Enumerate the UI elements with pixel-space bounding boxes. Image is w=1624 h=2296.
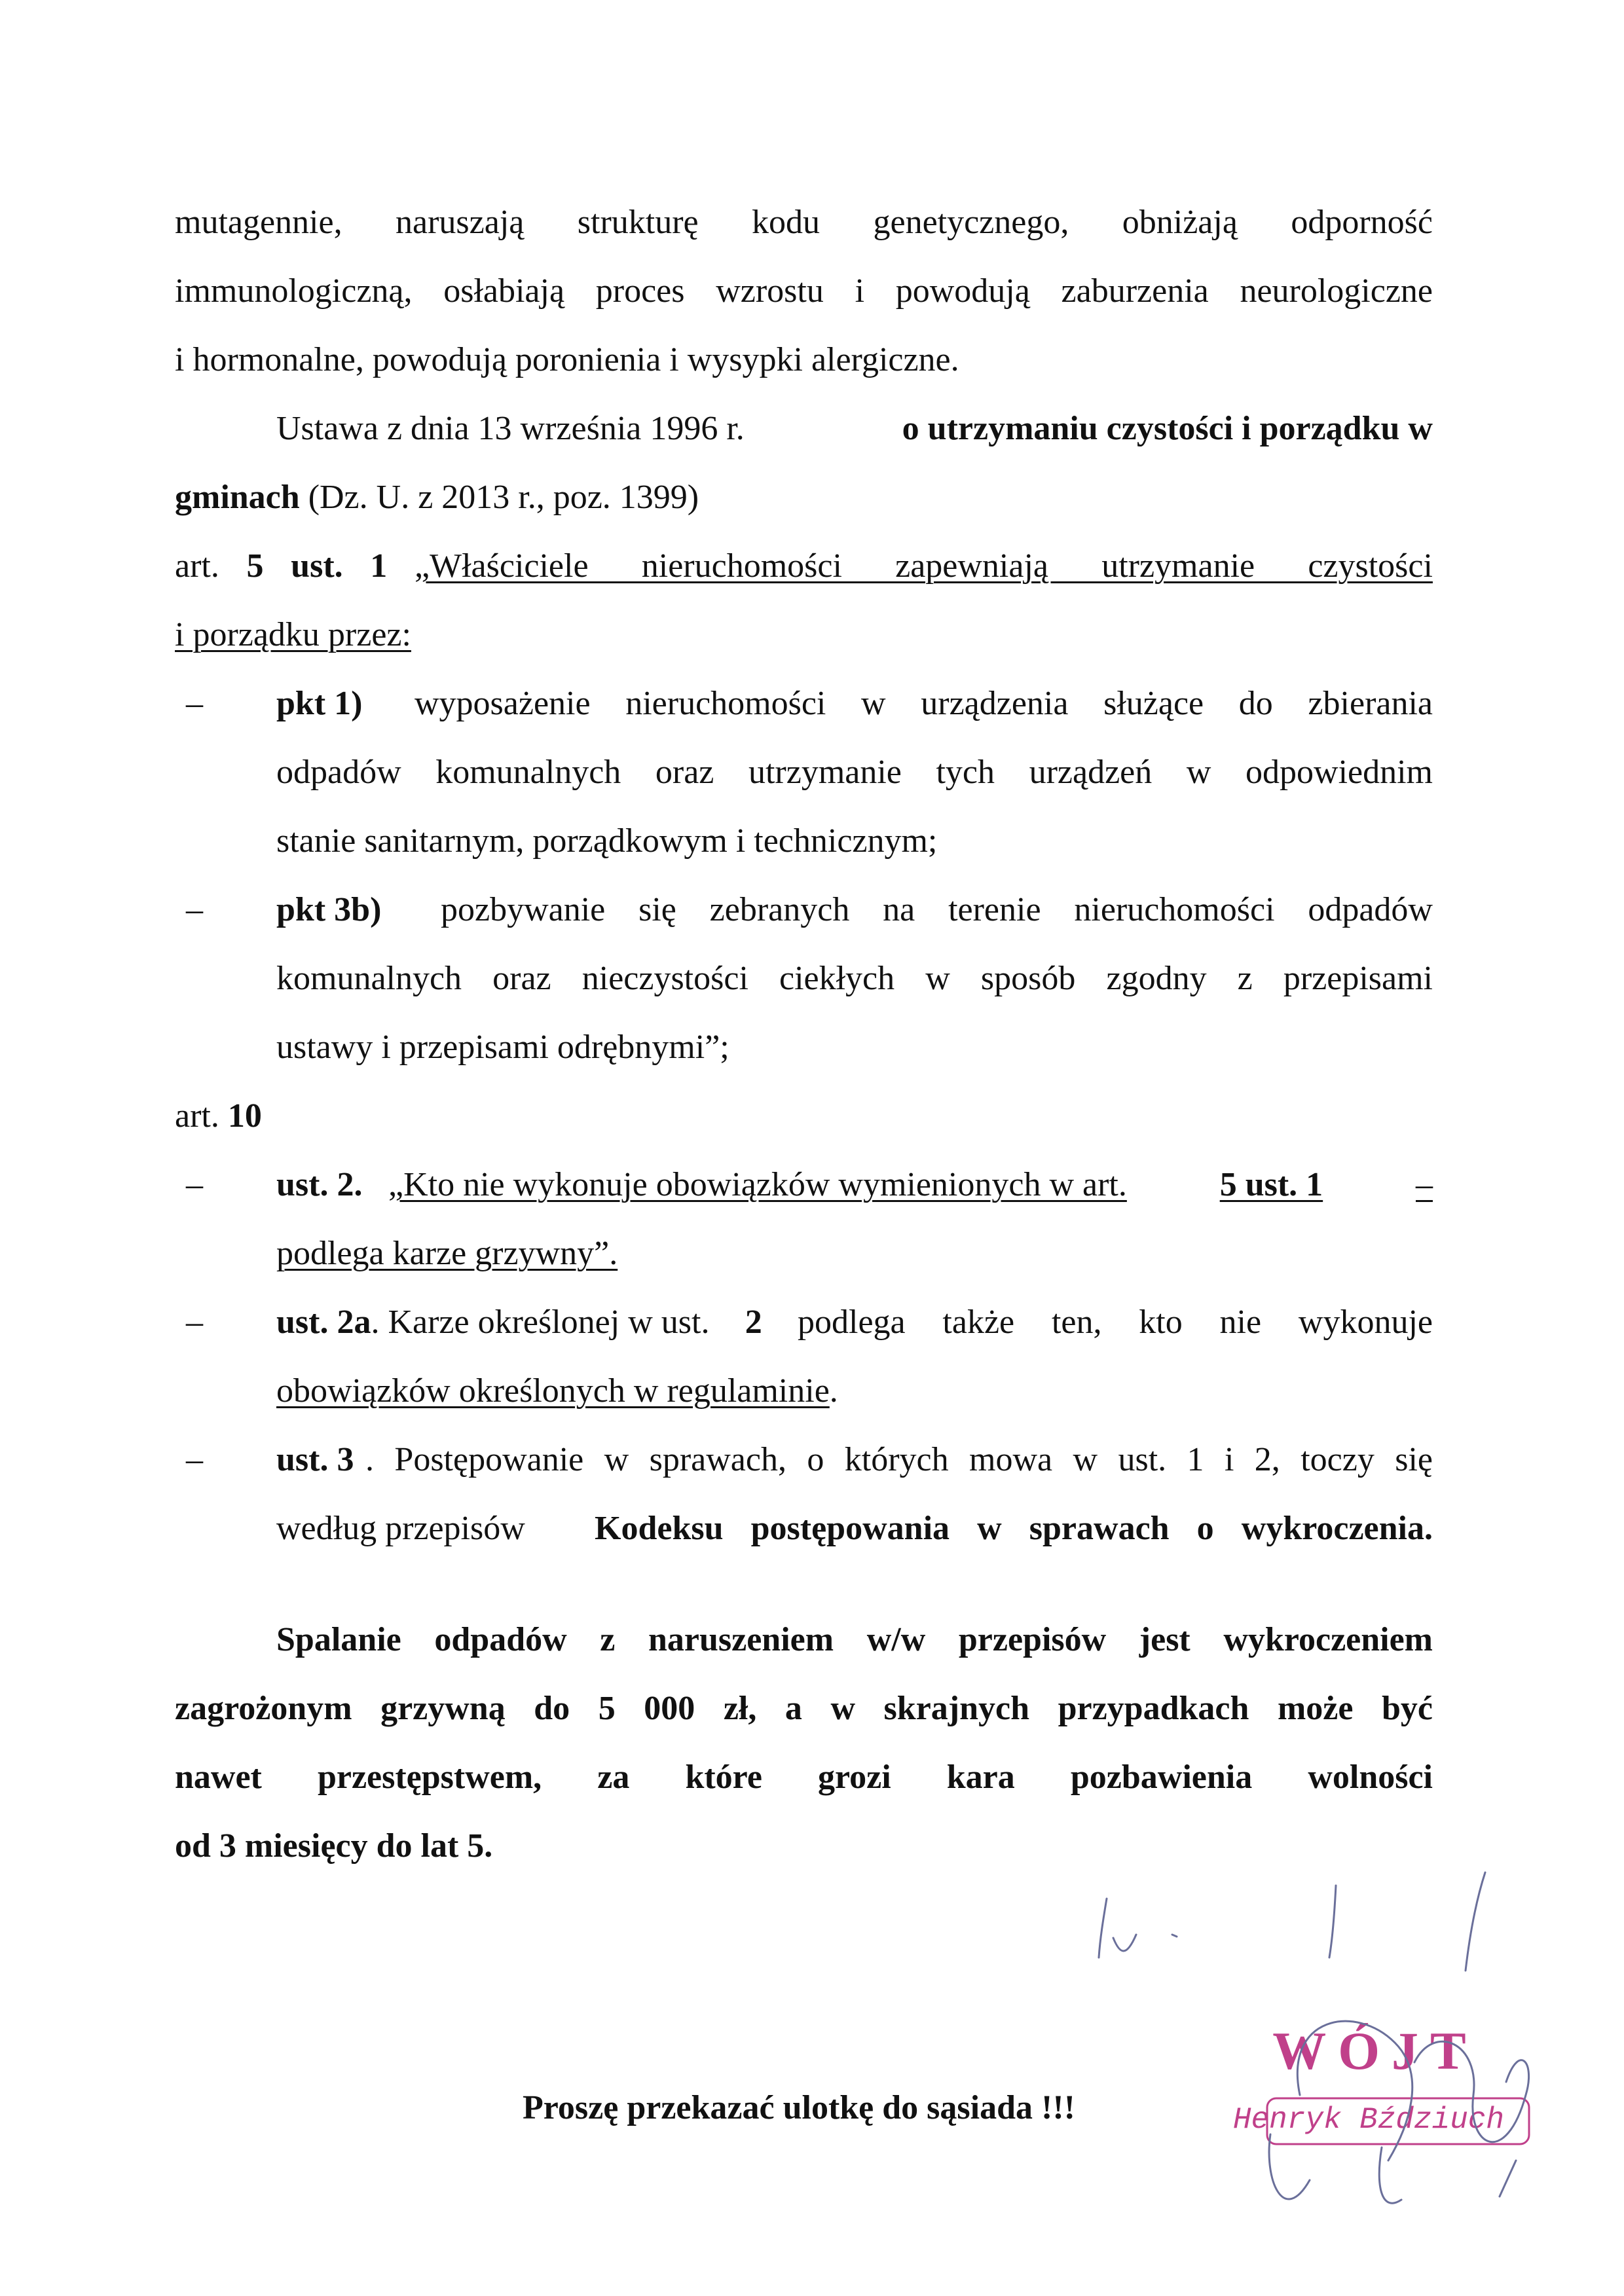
item-text: odpadów komunalnych oraz utrzymanie tych urządzeń w odpowiednim xyxy=(276,754,1433,791)
item-text: według przepisów xyxy=(276,1510,525,1547)
act-title-cont: gminach xyxy=(175,479,300,516)
text-line: immunologiczną, osłabiają proces wzrostu i powodują zaburzenia neurologiczne xyxy=(175,272,1433,310)
ust-number: 1 xyxy=(370,547,388,585)
item-text: . Karze określonej w ust. xyxy=(371,1303,710,1341)
item-label: ust. 2a xyxy=(276,1303,371,1341)
item-label: ust. 2. xyxy=(276,1166,363,1203)
act-intro: Ustawa z dnia 13 września 1996 r. xyxy=(276,410,745,447)
text-line: i hormonalne, powodują poronienia i wysypki alergiczne. xyxy=(175,341,959,378)
item-label: pkt 3b) xyxy=(276,891,382,928)
art5-quote: „Właściciele nieruchomości zapewniają utrzymanie czystości xyxy=(414,547,1433,585)
act-reference: (Dz. U. z 2013 r., poz. 1399) xyxy=(308,479,699,516)
act-title: o utrzymaniu czystości i porządku w xyxy=(902,410,1433,447)
dash-bullet: – xyxy=(186,1441,203,1478)
item-text: wyposażenie nieruchomości w urządzenia służące do zbierania xyxy=(415,685,1433,722)
warning-line: zagrożonym grzywną do 5 000 zł, a w skrajnych przypadkach może być xyxy=(175,1690,1433,1727)
dash-bullet: – xyxy=(186,685,203,722)
text-line: mutagennie, naruszają strukturę kodu genetycznego, obniżają odporność xyxy=(175,204,1433,241)
art-label: art. xyxy=(175,547,219,585)
item-ref: 2 xyxy=(745,1303,762,1341)
item-text: podlega także ten, kto nie wykonuje xyxy=(798,1303,1433,1341)
dash-bullet: – xyxy=(186,1303,203,1341)
share-request: Proszę przekazać ulotkę do sąsiada !!! xyxy=(523,2089,1075,2126)
stamp-title: WÓJT xyxy=(1272,2021,1478,2081)
art-number: 10 xyxy=(227,1097,262,1135)
warning-line: nawet przestępstwem, za które grozi kara pozbawienia wolności xyxy=(175,1758,1433,1796)
item-text: „Kto nie wykonuje obowiązków wymienionych w art. xyxy=(388,1166,1127,1203)
item-text: . xyxy=(829,1372,838,1410)
item-text: obowiązków określonych w regulaminie xyxy=(276,1372,830,1410)
item-text: . Postępowanie w sprawach, o których mowa w ust. 1 i 2, toczy się xyxy=(365,1441,1433,1478)
dash-bullet: – xyxy=(186,1166,203,1203)
art-number: 5 xyxy=(246,547,264,585)
item-ref: 5 ust. 1 xyxy=(1219,1166,1323,1203)
art-label: art. xyxy=(175,1097,219,1135)
item-label: ust. 3 xyxy=(276,1441,354,1478)
item-label: pkt 1) xyxy=(276,685,363,722)
item-text: pozbywanie się zebranych na terenie nieruchomości odpadów xyxy=(441,891,1433,928)
art5-quote-cont: i porządku przez: xyxy=(175,616,411,653)
ust-label: ust. xyxy=(291,547,343,585)
item-text: ustawy i przepisami odrębnymi”; xyxy=(276,1029,729,1066)
warning-line: Spalanie odpadów z naruszeniem w/w przepisów jest wykroczeniem xyxy=(276,1621,1433,1658)
stamp-text-group xyxy=(1233,2021,1529,2144)
stamp-name: Henryk Bździuch xyxy=(1232,2103,1505,2137)
item-text-bold: Kodeksu postępowania w sprawach o wykroczenia. xyxy=(595,1510,1433,1547)
item-text: komunalnych oraz nieczystości ciekłych w sposób zgodny z przepisami xyxy=(276,960,1433,997)
dash-bullet: – xyxy=(186,891,203,928)
warning-line: od 3 miesięcy do lat 5. xyxy=(175,1827,493,1865)
item-text: stanie sanitarnym, porządkowym i technicznym; xyxy=(276,822,938,860)
item-dash: – xyxy=(1416,1166,1433,1203)
item-text: podlega karze grzywny”. xyxy=(276,1235,618,1272)
